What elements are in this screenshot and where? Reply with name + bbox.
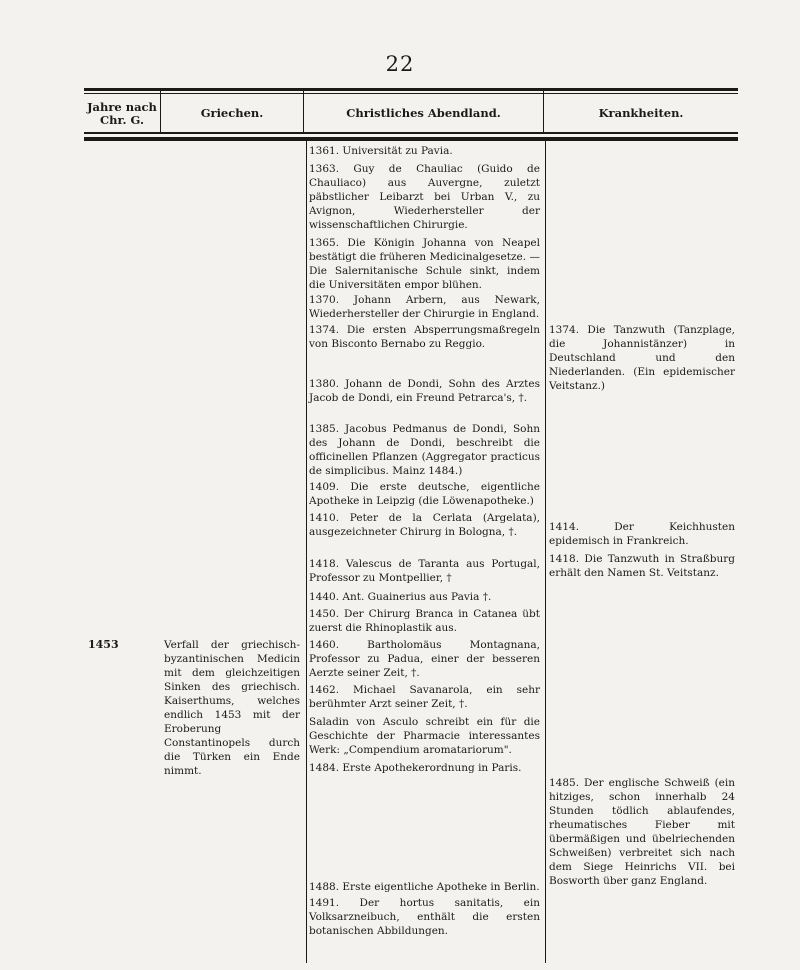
- west-entry-1370: 1370. Johann Arbern, aus Newark, Wiederhersteller der Chirurgie in England.: [309, 294, 540, 320]
- header-top-rule-thin: [84, 93, 738, 94]
- page-number: 22: [385, 52, 415, 76]
- disease-entry-1418: 1418. Die Tanzwuth in Straßburg erhält den Namen St. Veitstanz.: [549, 553, 735, 579]
- header-diseases: Krankheiten.: [598, 106, 684, 121]
- west-entry-1385: 1385. Jacobus Pedmanus de Dondi, Sohn des Johann de Dondi, beschreibt die officinellen Pflanzen (Aggregator practicus de simplicibus. Mainz 1484.): [309, 423, 540, 477]
- west-entry-1460: 1460. Bartholomäus Montagnana, Professor zu Padua, einer der besseren Aerzte seiner Zeit, †.: [309, 639, 540, 679]
- disease-entry-1414: 1414. Der Keichhusten epidemisch in Frankreich.: [549, 521, 735, 547]
- west-entry-1410: 1410. Peter de la Cerlata (Argelata), ausgezeichneter Chirurg in Bologna, †.: [309, 512, 540, 538]
- west-entry-1488: 1488. Erste eigentliche Apotheke in Berlin.: [309, 881, 540, 893]
- column-divider-diseases: [545, 141, 546, 963]
- header-top-rule: [84, 88, 738, 91]
- west-entry-1491: 1491. Der hortus sanitatis, ein Volksarzneibuch, enthält die ersten botanischen Abbildungen.: [309, 897, 540, 937]
- west-entry-1361: 1361. Universität zu Pavia.: [309, 145, 453, 157]
- west-entry-1440: 1440. Ant. Guainerius aus Pavia †.: [309, 591, 492, 603]
- column-divider-west: [306, 141, 307, 963]
- header-christian-west: Christliches Abendland.: [346, 106, 501, 121]
- west-entry-saladin: Saladin von Asculo schreibt ein für die Geschichte der Pharmacie interessantes Werk: „Compendium aromatariorum".: [309, 716, 540, 756]
- header-bottom-rule-thick: [84, 137, 738, 141]
- west-entry-1409: 1409. Die erste deutsche, eigentliche Apotheke in Leipzig (die Löwenapotheke.): [309, 481, 540, 507]
- header-greeks: Griechen.: [200, 106, 264, 121]
- west-entry-1462: 1462. Michael Savanarola, ein sehr berühmter Arzt seiner Zeit, †.: [309, 684, 540, 710]
- west-entry-1450: 1450. Der Chirurg Branca in Catanea übt zuerst die Rhinoplastik aus.: [309, 608, 540, 634]
- west-entry-1365: 1365. Die Königin Johanna von Neapel bestätigt die früheren Medicinalgesetze. — Die Salernitanische Schule sinkt, indem die Universitäten empor blühen.: [309, 237, 540, 291]
- west-entry-1374: 1374. Die ersten Absperrungsmaßregeln von Bisconto Bernabo zu Reggio.: [309, 324, 540, 350]
- header-bottom-rule: [84, 132, 738, 134]
- disease-entry-1485: 1485. Der englische Schweiß (ein hitziges, schon innerhalb 24 Stunden tödlich ablaufendes, rheumatisches Fieber mit übermäßigen und übelriechenden Schweißen) verbreitet sich nach dem Siege Heinrichs VII. bei Bosworth über ganz England.: [549, 777, 735, 887]
- west-entry-1363: 1363. Guy de Chauliac (Guido de Chauliaco) aus Auvergne, zuletzt päbstlicher Leibarzt bei Urban V., zu Avignon, Wiederhersteller der wissenschaftlichen Chirurgie.: [309, 163, 540, 231]
- disease-entry-1374: 1374. Die Tanzwuth (Tanzplage, die Johannistänzer) in Deutschland und den Niederlanden. (Ein epidemischer Veitstanz.): [549, 324, 735, 392]
- year-1453: 1453: [88, 638, 119, 651]
- west-entry-1380: 1380. Johann de Dondi, Sohn des Arztes Jacob de Dondi, ein Freund Petrarca's, †.: [309, 378, 540, 404]
- west-entry-1484: 1484. Erste Apothekerordnung in Paris.: [309, 762, 522, 774]
- west-entry-1418: 1418. Valescus de Taranta aus Portugal, Professor zu Montpellier, †: [309, 558, 540, 584]
- greek-entry: Verfall der griechisch-byzantinischen Medicin mit dem gleichzeitigen Sinken des griechisch. Kaiserthums, welches endlich 1453 mit der Eroberung Constantinopels durch die Türken ein Ende nimmt.: [164, 639, 300, 777]
- header-year: Jahre nach Chr. G.: [87, 99, 157, 127]
